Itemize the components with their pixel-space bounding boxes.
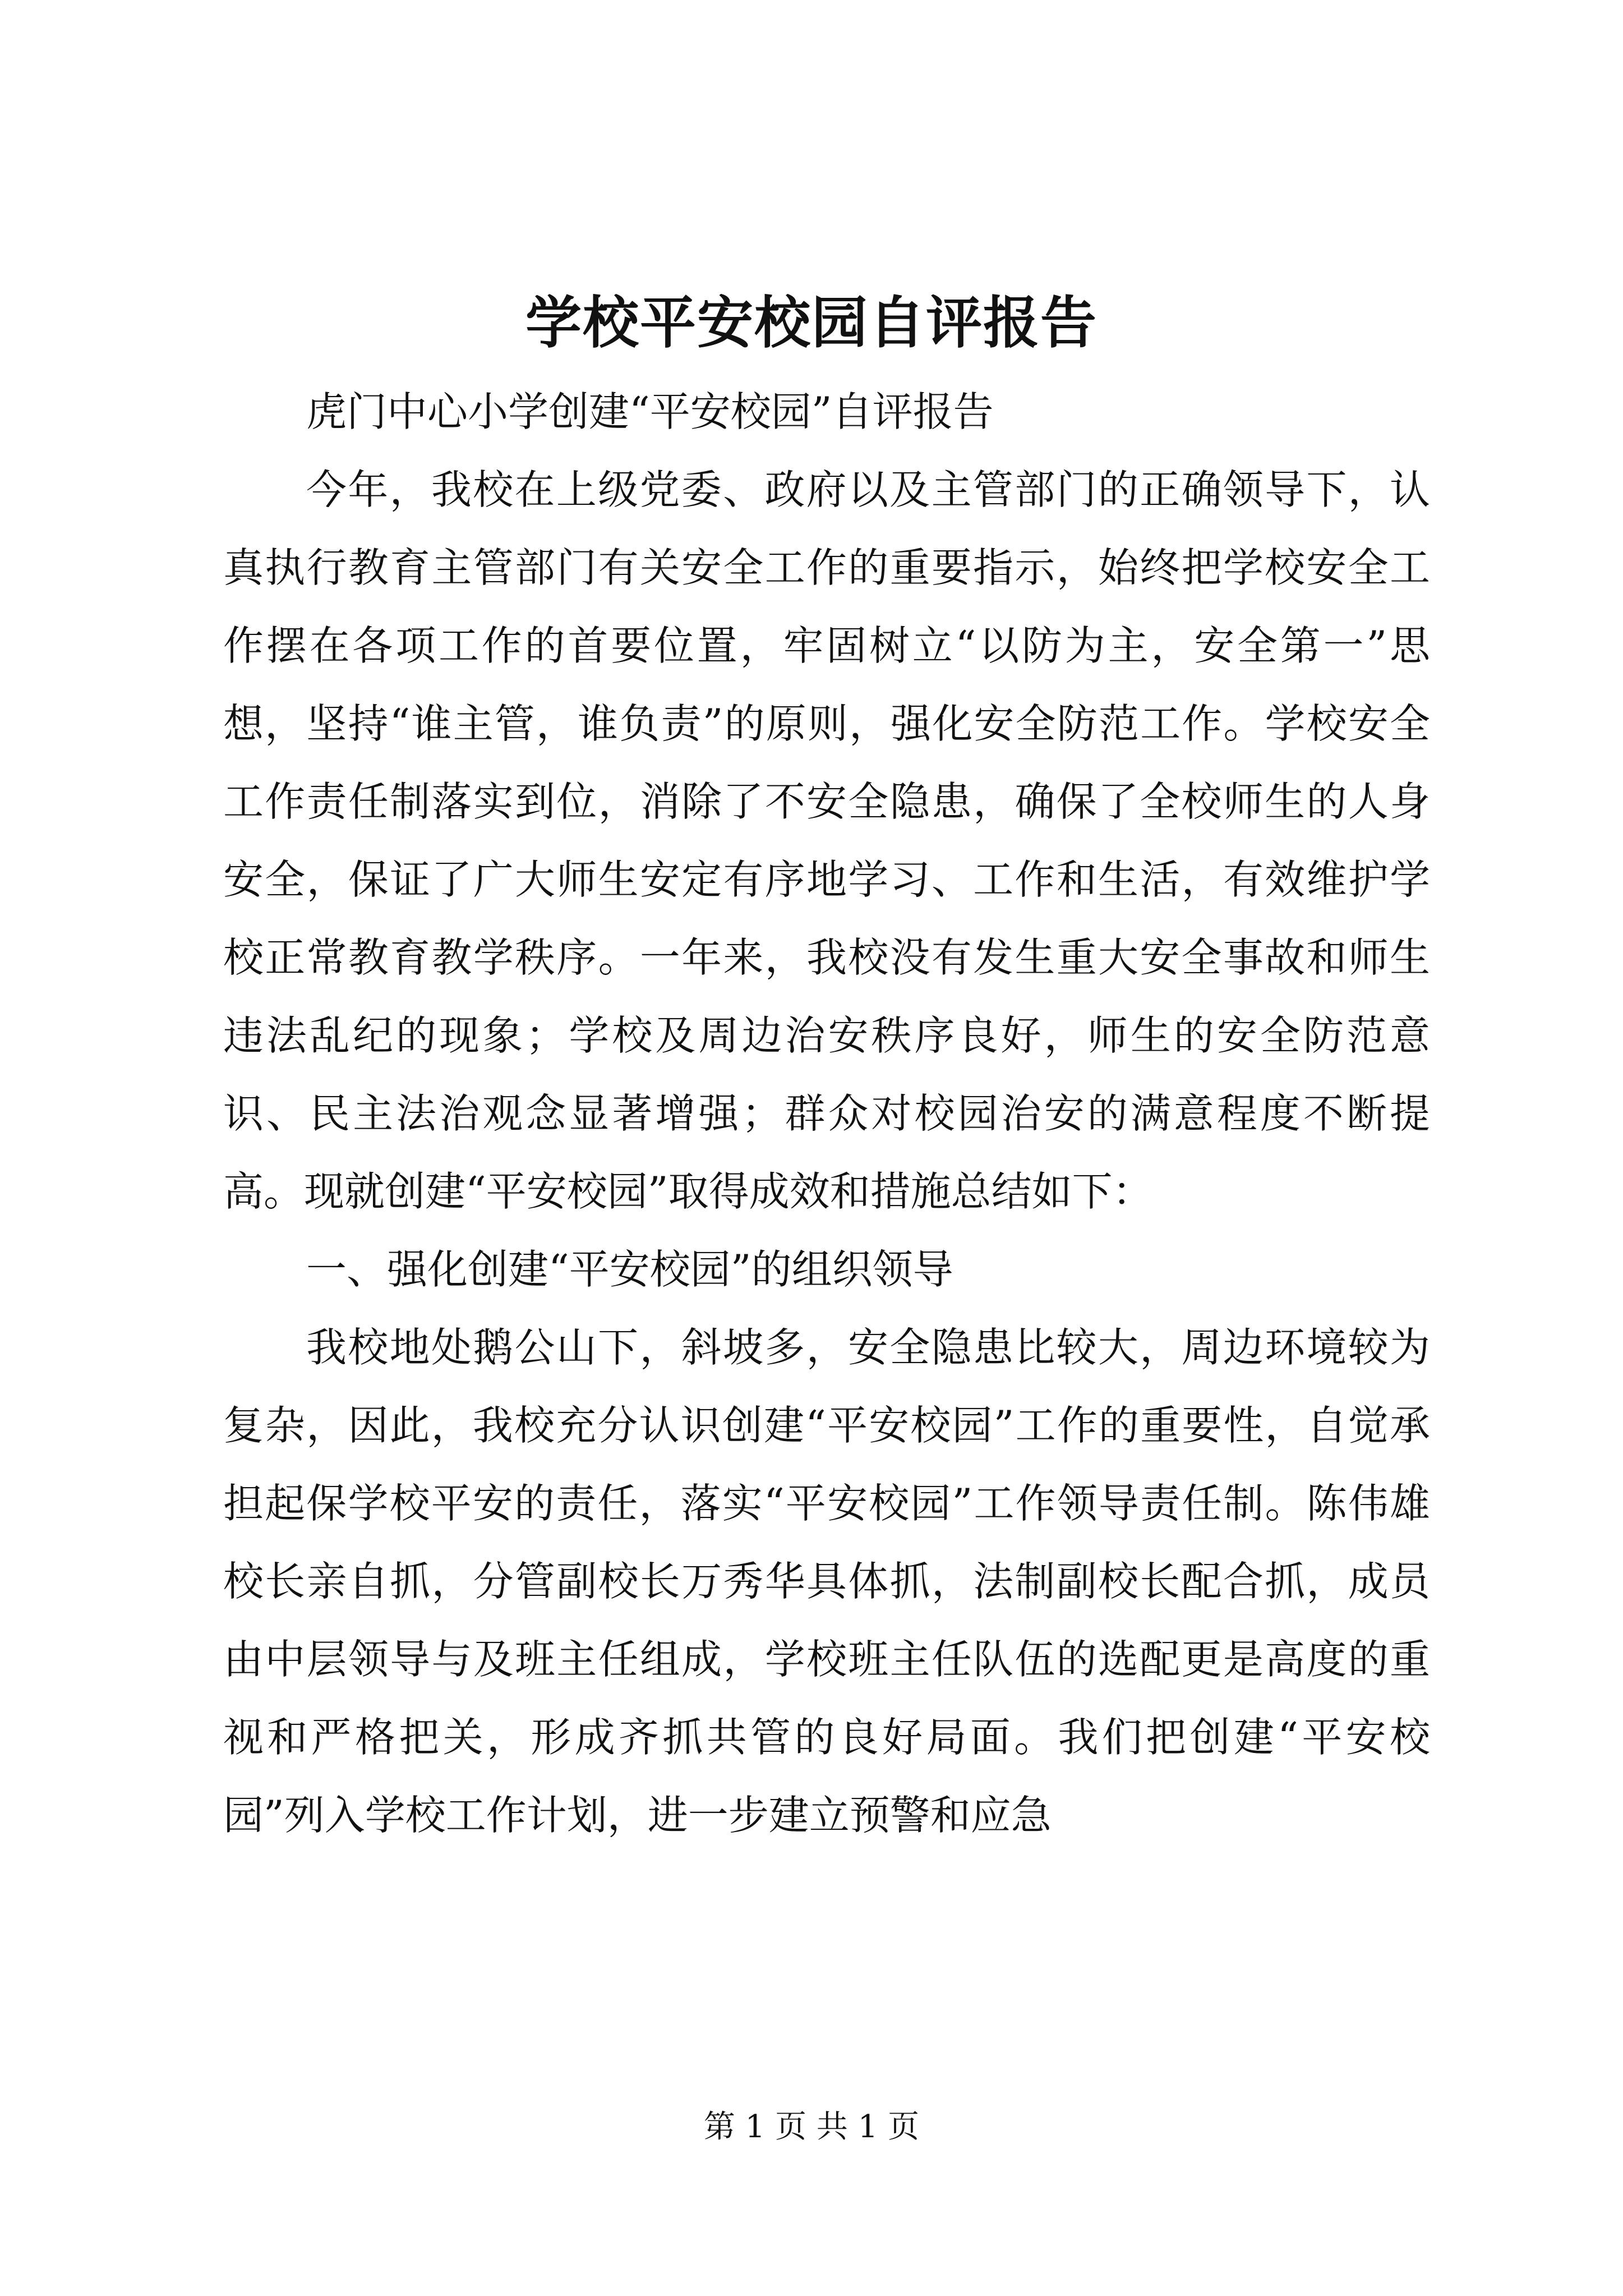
document-title: 学校平安校园自评报告 (525, 289, 1098, 356)
paragraph-subtitle: 虎门中心小学创建“平安校园”自评报告 (306, 388, 994, 435)
document-body (223, 373, 1430, 1855)
section-heading-1: 一、强化创建“平安校园”的组织领导 (306, 1246, 953, 1293)
paragraph-section-1: 我校地处鹅公山下，斜坡多，安全隐患比较大，周边环境较为复杂，因此，我校充分认识创建“平安校园”工作的重要性，自觉承担起保学校平安的责任，落实“平安校园”工作领导责任制。陈伟雄校长亲自抓，分管副校长万秀华具体抓，法制副校长配合抓，成员由中层领导与及班主任组成，学校班主任队伍的选配更是高度的重视和严格把关，形成齐抓共管的良好局面。我们把创建“平安校园”列入学校工作计划，进一步建立预警和应急 (223, 1324, 1430, 1839)
page-footer: 第 1 页 共 1 页 (703, 2109, 920, 2145)
paragraph-intro: 今年，我校在上级党委、政府以及主管部门的正确领导下，认真执行教育主管部门有关安全工作的重要指示，始终把学校安全工作摆在各项工作的首要位置，牢固树立“以防为主，安全第一”思想，坚持“谁主管，谁负责”的原则，强化安全防范工作。学校安全工作责任制落实到位，消除了不安全隐患，确保了全校师生的人身安全，保证了广大师生安定有序地学习、工作和生活，有效维护学校正常教育教学秩序。一年来，我校没有发生重大安全事故和师生违法乱纪的现象；学校及周边治安秩序良好，师生的安全防范意识、民主法治观念显著增强；群众对校园治安的满意程度不断提高。现就创建“平安校园”取得成效和措施总结如下： (223, 466, 1430, 1215)
